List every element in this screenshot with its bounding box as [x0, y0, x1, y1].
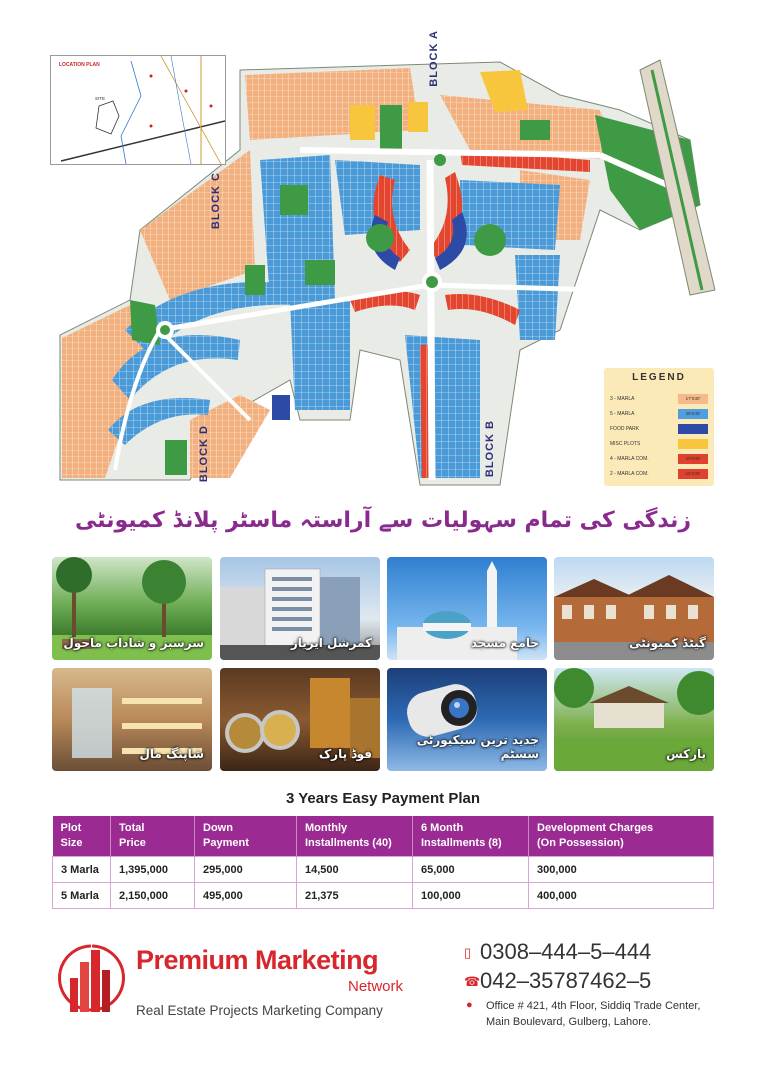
photo-security-system	[387, 668, 547, 771]
column-header	[195, 816, 297, 857]
legend	[604, 368, 714, 486]
photo-caption: شاپنگ مال	[139, 747, 204, 761]
header-line: Down	[203, 822, 233, 834]
column-header	[53, 816, 111, 857]
legend-item-label: 2 - MARLA COM.	[610, 471, 649, 477]
legend-item	[608, 423, 710, 436]
mobile-phone-icon: ▯	[464, 945, 472, 961]
block-d-label: BLOCK D	[198, 425, 210, 483]
logo-graphic	[56, 940, 126, 1020]
header-line: Payment	[203, 837, 249, 849]
header-line: Total	[119, 822, 145, 834]
legend-swatch: 20'X45'	[678, 454, 708, 464]
legend-item-label: 5 - MARLA	[610, 411, 635, 417]
table-header-row	[53, 816, 714, 857]
legend-item	[608, 393, 710, 406]
legend-title: LEGEND	[632, 372, 686, 383]
table-cell: 1,395,000	[111, 857, 195, 883]
location-plan-title: LOCATION PLAN	[59, 62, 100, 68]
column-header	[413, 816, 529, 857]
legend-swatch	[678, 424, 708, 434]
legend-item-label: 4 - MARLA COM.	[610, 456, 649, 462]
block-b-label: BLOCK B	[484, 420, 496, 478]
company-logo	[56, 940, 126, 1020]
legend-item	[608, 438, 710, 451]
header-line: (On Possession)	[537, 837, 624, 849]
photo-caption: جامع مسجد	[470, 636, 539, 650]
photo-green-environment	[52, 557, 212, 660]
photo-caption: گیٹڈ کمیونٹی	[629, 636, 706, 650]
table-cell: 2,150,000	[111, 883, 195, 909]
photo-shopping-mall	[52, 668, 212, 771]
legend-swatch: 17'X40'	[678, 394, 708, 404]
photo-food-park	[220, 668, 380, 771]
column-header	[297, 816, 413, 857]
photo-grand-mosque	[387, 557, 547, 660]
address-line: Office # 421, 4th Floor, Siddiq Trade Center,	[486, 1000, 701, 1012]
header-line: Development Charges	[537, 822, 654, 834]
urdu-tagline: زندگی کی تمام سہولیات سے آراستہ ماسٹر پلانڈ کمیونٹی	[74, 508, 692, 533]
photo-caption: جدید ترین سیکیورٹی سسٹم	[416, 733, 539, 761]
block-c-label: BLOCK C	[210, 172, 222, 230]
legend-swatch: 25'X45'	[678, 409, 708, 419]
table-cell: 21,375	[297, 883, 413, 909]
header-line: 6 Month	[421, 822, 464, 834]
mobile-number[interactable]: 0308–444–5–444	[480, 939, 652, 964]
location-pin-icon: ●	[466, 999, 473, 1011]
telephone-icon: ☎	[464, 974, 481, 990]
legend-item-label: FOOD PARK	[610, 426, 640, 432]
header-line: Plot	[60, 822, 82, 834]
location-plan-site-label: SITE	[95, 96, 106, 101]
table-cell: 295,000	[195, 857, 297, 883]
table-cell: 14,500	[297, 857, 413, 883]
photo-commercial-areas	[220, 557, 380, 660]
legend-item	[608, 408, 710, 421]
brand-network: Network	[348, 978, 404, 995]
location-plan-roads	[51, 56, 225, 164]
office-address	[486, 998, 700, 1030]
landline-number[interactable]: 042–35787462–5	[480, 968, 652, 993]
landline-contact[interactable]	[464, 968, 651, 994]
column-header	[529, 816, 714, 857]
table-cell: 3 Marla	[53, 857, 111, 883]
legend-item	[608, 468, 710, 481]
location-plan-inset	[50, 55, 226, 165]
photo-caption: کمرشل ایریاز	[290, 636, 372, 650]
header-line: Price	[119, 837, 146, 849]
legend-item-label: 3 - MARLA	[610, 396, 635, 402]
header-line: Installments (40)	[305, 837, 392, 849]
photo-caption: فوڈ پارک	[318, 747, 372, 761]
photo-caption: سرسبز و شاداب ماحول	[63, 636, 204, 650]
legend-swatch: 15'X30'	[678, 469, 708, 479]
photo-parks	[554, 668, 714, 771]
brand-name: Premium Marketing	[136, 945, 379, 975]
mobile-contact[interactable]	[464, 939, 651, 965]
header-line: Size	[60, 837, 83, 849]
block-a-label: BLOCK A	[428, 30, 440, 87]
legend-swatch	[678, 439, 708, 449]
table-cell: 5 Marla	[53, 883, 111, 909]
header-line: Monthly	[305, 822, 348, 834]
table-cell: 495,000	[195, 883, 297, 909]
photo-caption: پارکس	[666, 747, 706, 761]
legend-item	[608, 453, 710, 466]
company-tagline: Real Estate Projects Marketing Company	[136, 1003, 383, 1018]
master-plan-map	[0, 0, 766, 500]
column-header	[111, 816, 195, 857]
legend-item-label: MISC PLOTS	[610, 441, 641, 447]
header-line: Installments (8)	[421, 837, 502, 849]
table-row	[53, 883, 714, 909]
table-cell: 400,000	[529, 883, 714, 909]
photo-gated-community	[554, 557, 714, 660]
payment-plan-table	[52, 816, 714, 909]
table-row	[53, 857, 714, 883]
table-cell: 100,000	[413, 883, 529, 909]
address-line: Main Boulevard, Gulberg, Lahore.	[486, 1016, 652, 1028]
table-cell: 300,000	[529, 857, 714, 883]
table-cell: 65,000	[413, 857, 529, 883]
payment-plan-title: 3 Years Easy Payment Plan	[285, 790, 481, 807]
